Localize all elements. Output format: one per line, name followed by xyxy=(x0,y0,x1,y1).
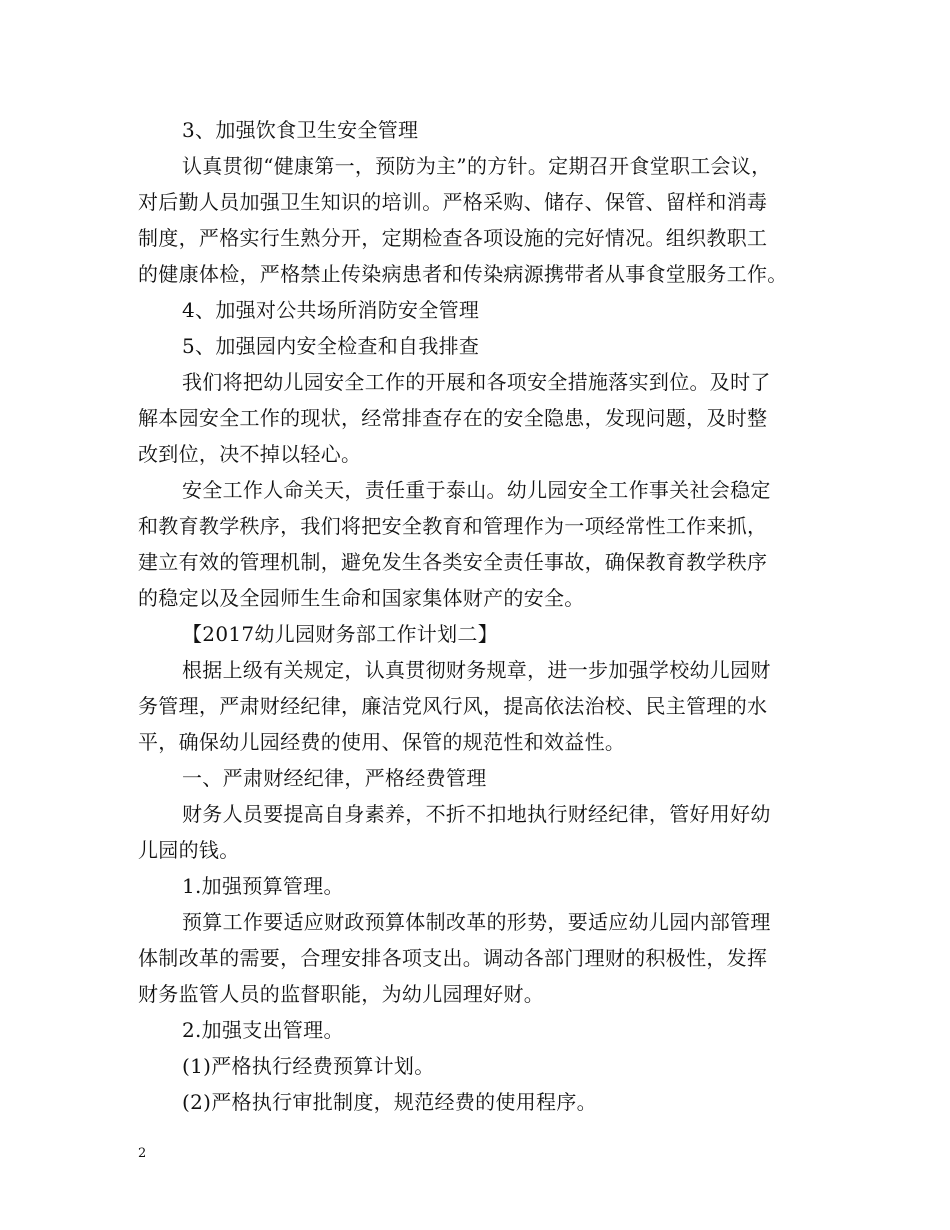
text-line: 的稳定以及全园师生生命和国家集体财产的安全。 xyxy=(138,586,585,610)
text-line: 的健康体检，严格禁止传染病患者和传染病源携带者从事食堂服务工作。 xyxy=(138,262,788,286)
text-line: 体制改革的需要，合理安排各项支出。调动各部门理财的积极性，发挥 xyxy=(138,946,768,970)
text-line: 务管理，严肃财经纪律，廉洁党风行风，提高依法治校、民主管理的水 xyxy=(138,694,768,718)
text-line: 改到位，决不掉以轻心。 xyxy=(138,442,362,466)
text-line: 和教育教学秩序，我们将把安全教育和管理作为一项经常性工作来抓， xyxy=(138,514,768,538)
text-line: 2.加强支出管理。 xyxy=(182,1018,344,1042)
text-line: 5、加强园内安全检查和自我排查 xyxy=(182,334,480,358)
text-line: 根据上级有关规定，认真贯彻财务规章，进一步加强学校幼儿园财 xyxy=(182,658,771,682)
text-line: 解本园安全工作的现状，经常排查存在的安全隐患，发现问题，及时整 xyxy=(138,406,768,430)
text-line: 一、严肃财经纪律，严格经费管理 xyxy=(182,766,487,790)
text-line: 预算工作要适应财政预算体制改革的形势，要适应幼儿园内部管理 xyxy=(182,910,771,934)
text-line: 3、加强饮食卫生安全管理 xyxy=(182,118,419,142)
text-line: 财务人员要提高自身素养，不折不扣地执行财经纪律，管好用好幼 xyxy=(182,802,771,826)
text-line: 制度，严格实行生熟分开，定期检查各项设施的完好情况。组织教职工 xyxy=(138,226,768,250)
page-number: 2 xyxy=(138,1146,147,1161)
text-line: (1)严格执行经费预算计划。 xyxy=(182,1054,435,1078)
text-line: 建立有效的管理机制，避免发生各类安全责任事故，确保教育教学秩序 xyxy=(138,550,768,574)
text-line: 1.加强预算管理。 xyxy=(182,874,344,898)
text-line: 我们将把幼儿园安全工作的开展和各项安全措施落实到位。及时了 xyxy=(182,370,771,394)
text-line: 安全工作人命关天，责任重于泰山。幼儿园安全工作事关社会稳定 xyxy=(182,478,771,502)
text-line: (2)严格执行审批制度，规范经费的使用程序。 xyxy=(182,1090,597,1114)
text-line: 对后勤人员加强卫生知识的培训。严格采购、储存、保管、留样和消毒 xyxy=(138,190,768,214)
text-line: 平，确保幼儿园经费的使用、保管的规范性和效益性。 xyxy=(138,730,626,754)
text-line: 儿园的钱。 xyxy=(138,838,240,862)
text-line: 财务监管人员的监督职能，为幼儿园理好财。 xyxy=(138,982,544,1006)
text-line: 4、加强对公共场所消防安全管理 xyxy=(182,298,480,322)
section-heading: 【2017幼儿园财务部工作计划二】 xyxy=(182,622,498,646)
document-page xyxy=(138,112,828,1120)
text-line: 认真贯彻“健康第一，预防为主”的方针。定期召开食堂职工会议， xyxy=(182,154,772,178)
